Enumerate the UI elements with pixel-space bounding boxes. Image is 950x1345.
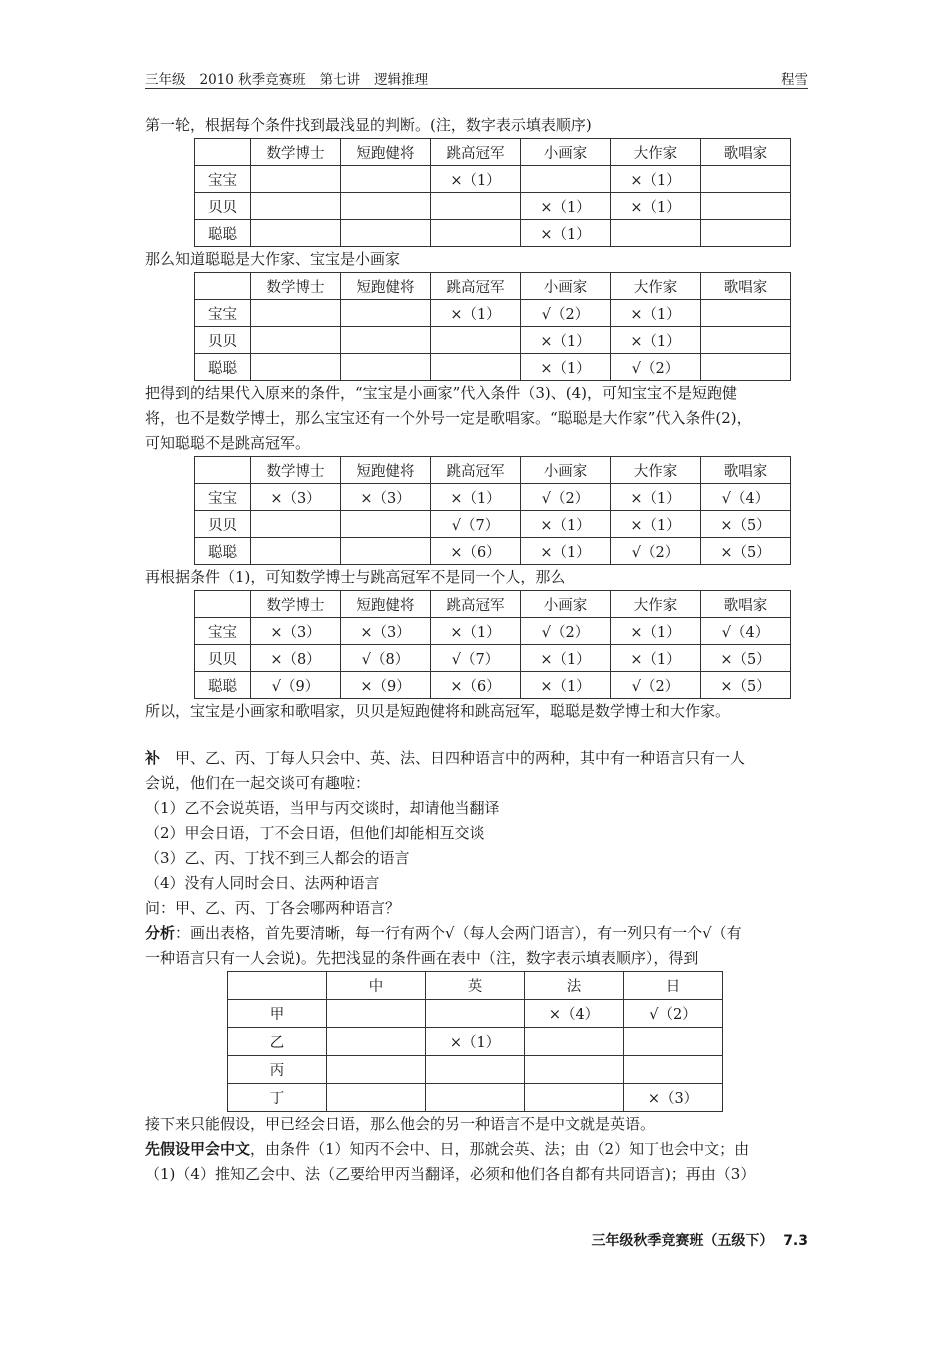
table-cell bbox=[426, 1000, 525, 1028]
column-header: 数学博士 bbox=[251, 457, 341, 484]
column-header: 英 bbox=[426, 972, 525, 1000]
table-row bbox=[228, 1028, 723, 1056]
table-cell: √（2） bbox=[611, 538, 701, 565]
spacer bbox=[145, 724, 808, 746]
column-header: 歌唱家 bbox=[701, 591, 791, 618]
condition-1: （1）乙不会说英语，当甲与丙交谈时，却请他当翻译 bbox=[145, 799, 500, 817]
table-row bbox=[195, 354, 791, 381]
row-header: 贝贝 bbox=[195, 193, 251, 220]
table-row bbox=[195, 538, 791, 565]
hypothesis-b: （1)（4）推知乙会中、法（乙要给甲丙当翻译，必须和他们各自都有共同语言)；再由（3） bbox=[145, 1165, 756, 1183]
table-cell bbox=[624, 1056, 723, 1084]
footer-title: 三年级秋季竞赛班（五级下） bbox=[591, 1233, 774, 1249]
table-cell: ×（1） bbox=[521, 538, 611, 565]
header-left bbox=[145, 68, 442, 88]
table-cell: ×（5） bbox=[701, 511, 791, 538]
logic-table-2 bbox=[194, 272, 791, 381]
hypothesis-label: 先假设甲会中文 bbox=[145, 1140, 251, 1158]
table-cell bbox=[426, 1084, 525, 1112]
page-header bbox=[145, 68, 808, 89]
language-table bbox=[227, 971, 723, 1112]
table-cell bbox=[701, 220, 791, 247]
table-row bbox=[195, 484, 791, 511]
column-header: 大作家 bbox=[611, 591, 701, 618]
table-header-row bbox=[228, 972, 723, 1000]
column-header: 小画家 bbox=[521, 139, 611, 166]
column-header: 日 bbox=[624, 972, 723, 1000]
table-row bbox=[228, 1000, 723, 1028]
hypothesis-text-a: ，由条件（1）知丙不会中、日，那就会英、法；由（2）知丁也会中文；由 bbox=[250, 1140, 750, 1158]
table-cell: ×（1） bbox=[611, 618, 701, 645]
column-header: 法 bbox=[525, 972, 624, 1000]
column-header: 中 bbox=[327, 972, 426, 1000]
table-cell: ×（4） bbox=[525, 1000, 624, 1028]
table-cell: ×（8） bbox=[251, 645, 341, 672]
table-cell: √（7） bbox=[431, 645, 521, 672]
table-cell bbox=[525, 1084, 624, 1112]
table-cell: ×（1） bbox=[521, 645, 611, 672]
table-cell bbox=[525, 1056, 624, 1084]
table-cell: ×（1） bbox=[611, 484, 701, 511]
condition-2: （2）甲会日语，丁不会日语，但他们却能相互交谈 bbox=[145, 824, 485, 842]
column-header bbox=[195, 139, 251, 166]
table-cell bbox=[327, 1056, 426, 1084]
table-cell: ×（1） bbox=[611, 300, 701, 327]
table-cell bbox=[251, 511, 341, 538]
table-cell: ×（1） bbox=[611, 193, 701, 220]
footer-page-number: 7.3 bbox=[783, 1233, 808, 1249]
table-cell: √（2） bbox=[611, 354, 701, 381]
table-cell: ×（1） bbox=[521, 354, 611, 381]
logic-table-3 bbox=[194, 456, 791, 565]
table-cell: ×（1） bbox=[521, 511, 611, 538]
table-cell: ×（1） bbox=[521, 220, 611, 247]
table-row bbox=[195, 511, 791, 538]
table-cell: ×（1） bbox=[611, 166, 701, 193]
table-cell: ×（6） bbox=[431, 672, 521, 699]
table-cell: ×（1） bbox=[431, 484, 521, 511]
table-cell bbox=[431, 220, 521, 247]
table-header-row bbox=[195, 273, 791, 300]
table-cell: √（2） bbox=[521, 618, 611, 645]
hypothesis-a bbox=[145, 1137, 808, 1162]
paragraph-substitute-a: 把得到的结果代入原来的条件，“宝宝是小画家”代入条件（3)、(4)，可知宝宝不是短跑健 bbox=[145, 384, 737, 402]
table-cell bbox=[611, 220, 701, 247]
column-header: 歌唱家 bbox=[701, 273, 791, 300]
table-cell: ×（3） bbox=[251, 618, 341, 645]
paragraph-substitute-b: 将，也不是数学博士，那么宝宝还有一个外号一定是歌唱家。“聪聪是大作家”代入条件(2)， bbox=[145, 409, 752, 427]
table-cell bbox=[341, 511, 431, 538]
column-header: 小画家 bbox=[521, 591, 611, 618]
header-grade: 三年级 bbox=[145, 72, 186, 88]
table-cell bbox=[426, 1056, 525, 1084]
column-header: 歌唱家 bbox=[701, 457, 791, 484]
table-cell bbox=[341, 220, 431, 247]
column-header bbox=[195, 273, 251, 300]
header-author: 程雪 bbox=[781, 72, 808, 88]
table-cell bbox=[341, 538, 431, 565]
table-cell: ×（1） bbox=[426, 1028, 525, 1056]
table-cell bbox=[341, 193, 431, 220]
paragraph-condition-1: 再根据条件（1)，可知数学博士与跳高冠军不是同一个人，那么 bbox=[145, 568, 566, 586]
row-header: 聪聪 bbox=[195, 220, 251, 247]
table-cell: ×（1） bbox=[521, 672, 611, 699]
row-header: 丙 bbox=[228, 1056, 327, 1084]
table-row bbox=[195, 300, 791, 327]
paragraph-round-one: 第一轮，根据每个条件找到最浅显的判断。(注，数字表示填表顺序) bbox=[145, 116, 592, 134]
table-cell: √（4） bbox=[701, 618, 791, 645]
paragraph-substitute-c: 可知聪聪不是跳高冠军。 bbox=[145, 434, 311, 452]
table-cell: √（2） bbox=[611, 672, 701, 699]
row-header: 贝贝 bbox=[195, 327, 251, 354]
table-cell bbox=[431, 354, 521, 381]
table-cell: ×（1） bbox=[611, 645, 701, 672]
paragraph-assume: 接下来只能假设，甲已经会日语，那么他会的另一种语言不是中文就是英语。 bbox=[145, 1115, 656, 1133]
column-header: 大作家 bbox=[611, 273, 701, 300]
table-cell: ×（5） bbox=[701, 672, 791, 699]
table-cell: ×（6） bbox=[431, 538, 521, 565]
table-cell: √（9） bbox=[251, 672, 341, 699]
row-header: 乙 bbox=[228, 1028, 327, 1056]
table-cell bbox=[525, 1028, 624, 1056]
table-cell: ×（1） bbox=[521, 327, 611, 354]
table-cell bbox=[431, 327, 521, 354]
table-cell bbox=[251, 220, 341, 247]
question: 问：甲、乙、丙、丁各会哪两种语言？ bbox=[145, 899, 401, 917]
analysis-a bbox=[145, 921, 808, 946]
table-cell bbox=[327, 1000, 426, 1028]
table-cell bbox=[624, 1028, 723, 1056]
row-header: 贝贝 bbox=[195, 511, 251, 538]
table-row bbox=[195, 327, 791, 354]
row-header: 聪聪 bbox=[195, 672, 251, 699]
paragraph-conclusion-1: 那么知道聪聪是大作家、宝宝是小画家 bbox=[145, 250, 401, 268]
column-header: 大作家 bbox=[611, 139, 701, 166]
problem-text-a: 甲、乙、丙、丁每人只会中、英、法、日四种语言中的两种，其中有一种语言只有一人 bbox=[160, 749, 746, 767]
table-cell: ×（1） bbox=[431, 618, 521, 645]
table-header-row bbox=[195, 457, 791, 484]
header-lecture: 第七讲 bbox=[319, 72, 361, 88]
table-cell bbox=[251, 193, 341, 220]
table-cell: ×（1） bbox=[611, 511, 701, 538]
row-header: 甲 bbox=[228, 1000, 327, 1028]
table-row bbox=[195, 166, 791, 193]
page-footer bbox=[591, 1230, 808, 1250]
row-header: 宝宝 bbox=[195, 618, 251, 645]
table-cell bbox=[251, 300, 341, 327]
table-cell: ×（5） bbox=[701, 645, 791, 672]
table-cell bbox=[251, 538, 341, 565]
table-cell: ×（1） bbox=[611, 327, 701, 354]
header-topic: 逻辑推理 bbox=[374, 72, 429, 88]
column-header: 数学博士 bbox=[251, 139, 341, 166]
table-cell bbox=[341, 327, 431, 354]
column-header: 歌唱家 bbox=[701, 139, 791, 166]
table-cell bbox=[701, 193, 791, 220]
column-header: 数学博士 bbox=[251, 591, 341, 618]
table-header-row bbox=[195, 139, 791, 166]
column-header: 小画家 bbox=[521, 457, 611, 484]
column-header: 跳高冠军 bbox=[431, 591, 521, 618]
column-header: 短跑健将 bbox=[341, 457, 431, 484]
problem-statement-a bbox=[145, 746, 808, 771]
table-cell: ×（3） bbox=[251, 484, 341, 511]
table-row bbox=[228, 1056, 723, 1084]
table-cell: ×（9） bbox=[341, 672, 431, 699]
table-cell bbox=[341, 300, 431, 327]
table-row bbox=[228, 1084, 723, 1112]
table-cell: √（4） bbox=[701, 484, 791, 511]
row-header: 丁 bbox=[228, 1084, 327, 1112]
table-cell bbox=[701, 354, 791, 381]
table-row bbox=[195, 220, 791, 247]
table-cell bbox=[431, 193, 521, 220]
row-header: 宝宝 bbox=[195, 484, 251, 511]
table-cell: ×（1） bbox=[521, 193, 611, 220]
row-header: 聪聪 bbox=[195, 354, 251, 381]
column-header: 大作家 bbox=[611, 457, 701, 484]
row-header: 聪聪 bbox=[195, 538, 251, 565]
problem-statement-b: 会说，他们在一起交谈可有趣啦： bbox=[145, 774, 371, 792]
row-header: 宝宝 bbox=[195, 166, 251, 193]
analysis-label: 分析 bbox=[145, 924, 176, 942]
analysis-text-a: ：画出表格，首先要清晰，每一行有两个√（每人会两门语言），有一列只有一个√（有 bbox=[175, 924, 742, 942]
logic-table-4 bbox=[194, 590, 791, 699]
column-header: 短跑健将 bbox=[341, 273, 431, 300]
table-cell bbox=[327, 1084, 426, 1112]
row-header: 贝贝 bbox=[195, 645, 251, 672]
table-cell bbox=[341, 354, 431, 381]
column-header: 短跑健将 bbox=[341, 139, 431, 166]
table-cell: ×（3） bbox=[341, 484, 431, 511]
column-header bbox=[195, 591, 251, 618]
table-cell bbox=[341, 166, 431, 193]
table-cell bbox=[521, 166, 611, 193]
table-cell: √（2） bbox=[521, 300, 611, 327]
table-cell bbox=[327, 1028, 426, 1056]
column-header: 跳高冠军 bbox=[431, 139, 521, 166]
column-header: 数学博士 bbox=[251, 273, 341, 300]
table-cell: ×（1） bbox=[431, 300, 521, 327]
table-cell: √（2） bbox=[521, 484, 611, 511]
table-cell bbox=[701, 166, 791, 193]
table-cell: √（2） bbox=[624, 1000, 723, 1028]
table-cell: √（7） bbox=[431, 511, 521, 538]
analysis-b: 一种语言只有一人会说)。先把浅显的条件画在表中（注，数字表示填表顺序），得到 bbox=[145, 949, 699, 967]
table-cell: ×（1） bbox=[431, 166, 521, 193]
table-header-row bbox=[195, 591, 791, 618]
table-cell bbox=[251, 327, 341, 354]
column-header: 跳高冠军 bbox=[431, 273, 521, 300]
column-header bbox=[228, 972, 327, 1000]
row-header: 宝宝 bbox=[195, 300, 251, 327]
table-cell bbox=[251, 166, 341, 193]
table-cell: √（8） bbox=[341, 645, 431, 672]
page-content bbox=[145, 113, 808, 1187]
table-row bbox=[195, 645, 791, 672]
problem-label: 补 bbox=[145, 749, 161, 767]
header-course: 2010 秋季竞赛班 bbox=[199, 72, 306, 88]
column-header: 小画家 bbox=[521, 273, 611, 300]
table-row bbox=[195, 618, 791, 645]
condition-3: （3）乙、丙、丁找不到三人都会的语言 bbox=[145, 849, 410, 867]
column-header: 短跑健将 bbox=[341, 591, 431, 618]
column-header: 跳高冠军 bbox=[431, 457, 521, 484]
paragraph-answer: 所以，宝宝是小画家和歌唱家，贝贝是短跑健将和跳高冠军，聪聪是数学博士和大作家。 bbox=[145, 702, 731, 720]
table-cell bbox=[701, 300, 791, 327]
table-cell: ×（3） bbox=[341, 618, 431, 645]
table-row bbox=[195, 193, 791, 220]
condition-4: （4）没有人同时会日、法两种语言 bbox=[145, 874, 380, 892]
table-cell bbox=[701, 327, 791, 354]
table-cell: ×（5） bbox=[701, 538, 791, 565]
logic-table-1 bbox=[194, 138, 791, 247]
column-header bbox=[195, 457, 251, 484]
table-row bbox=[195, 672, 791, 699]
table-cell bbox=[251, 354, 341, 381]
table-cell: ×（3） bbox=[624, 1084, 723, 1112]
